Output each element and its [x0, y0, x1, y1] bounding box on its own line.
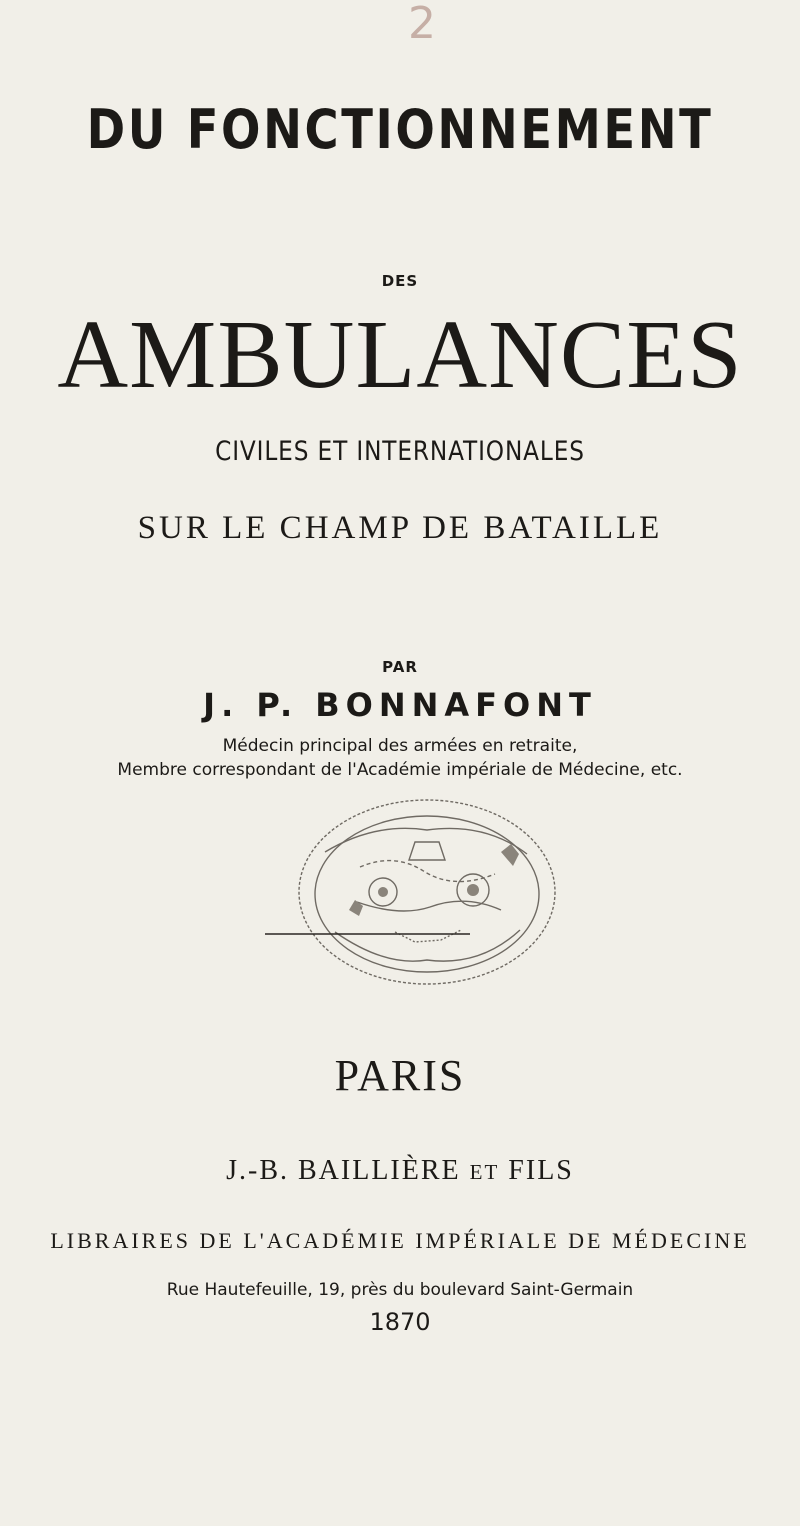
- publisher: [0, 1155, 800, 1187]
- pencil-page-mark: 2: [408, 0, 436, 49]
- publisher-suffix: FILS: [508, 1155, 574, 1186]
- author-name: J. P. BONNAFONT: [203, 686, 597, 724]
- publisher-role: LIBRAIRES DE L'ACADÉMIE IMPÉRIALE DE MÉDECINE: [50, 1228, 750, 1253]
- publisher-address: Rue Hautefeuille, 19, près du boulevard Saint-Germain: [166, 1280, 634, 1300]
- city: PARIS: [334, 1051, 466, 1100]
- publisher-emblem-icon: [265, 782, 590, 992]
- publisher-name: J.-B. BAILLIÈRE: [226, 1155, 461, 1186]
- title-line-champ-de-bataille: SUR LE CHAMP DE BATAILLE: [137, 510, 663, 546]
- title-line-des: DES: [381, 272, 419, 290]
- publisher-conjunction: ET: [469, 1160, 500, 1184]
- author-credential-1: Médecin principal des armées en retraite,: [222, 736, 578, 756]
- title-line-civiles: CIVILES ET INTERNATIONALES: [215, 436, 585, 467]
- author-credential-2: Membre correspondant de l'Académie impériale de Médecine, etc.: [117, 760, 683, 780]
- title-line-fonctionnement: DU FONCTIONNEMENT: [86, 98, 714, 161]
- by-label: PAR: [382, 658, 418, 676]
- title-line-ambulances: AMBULANCES: [57, 301, 743, 409]
- publication-year: 1870: [369, 1308, 431, 1336]
